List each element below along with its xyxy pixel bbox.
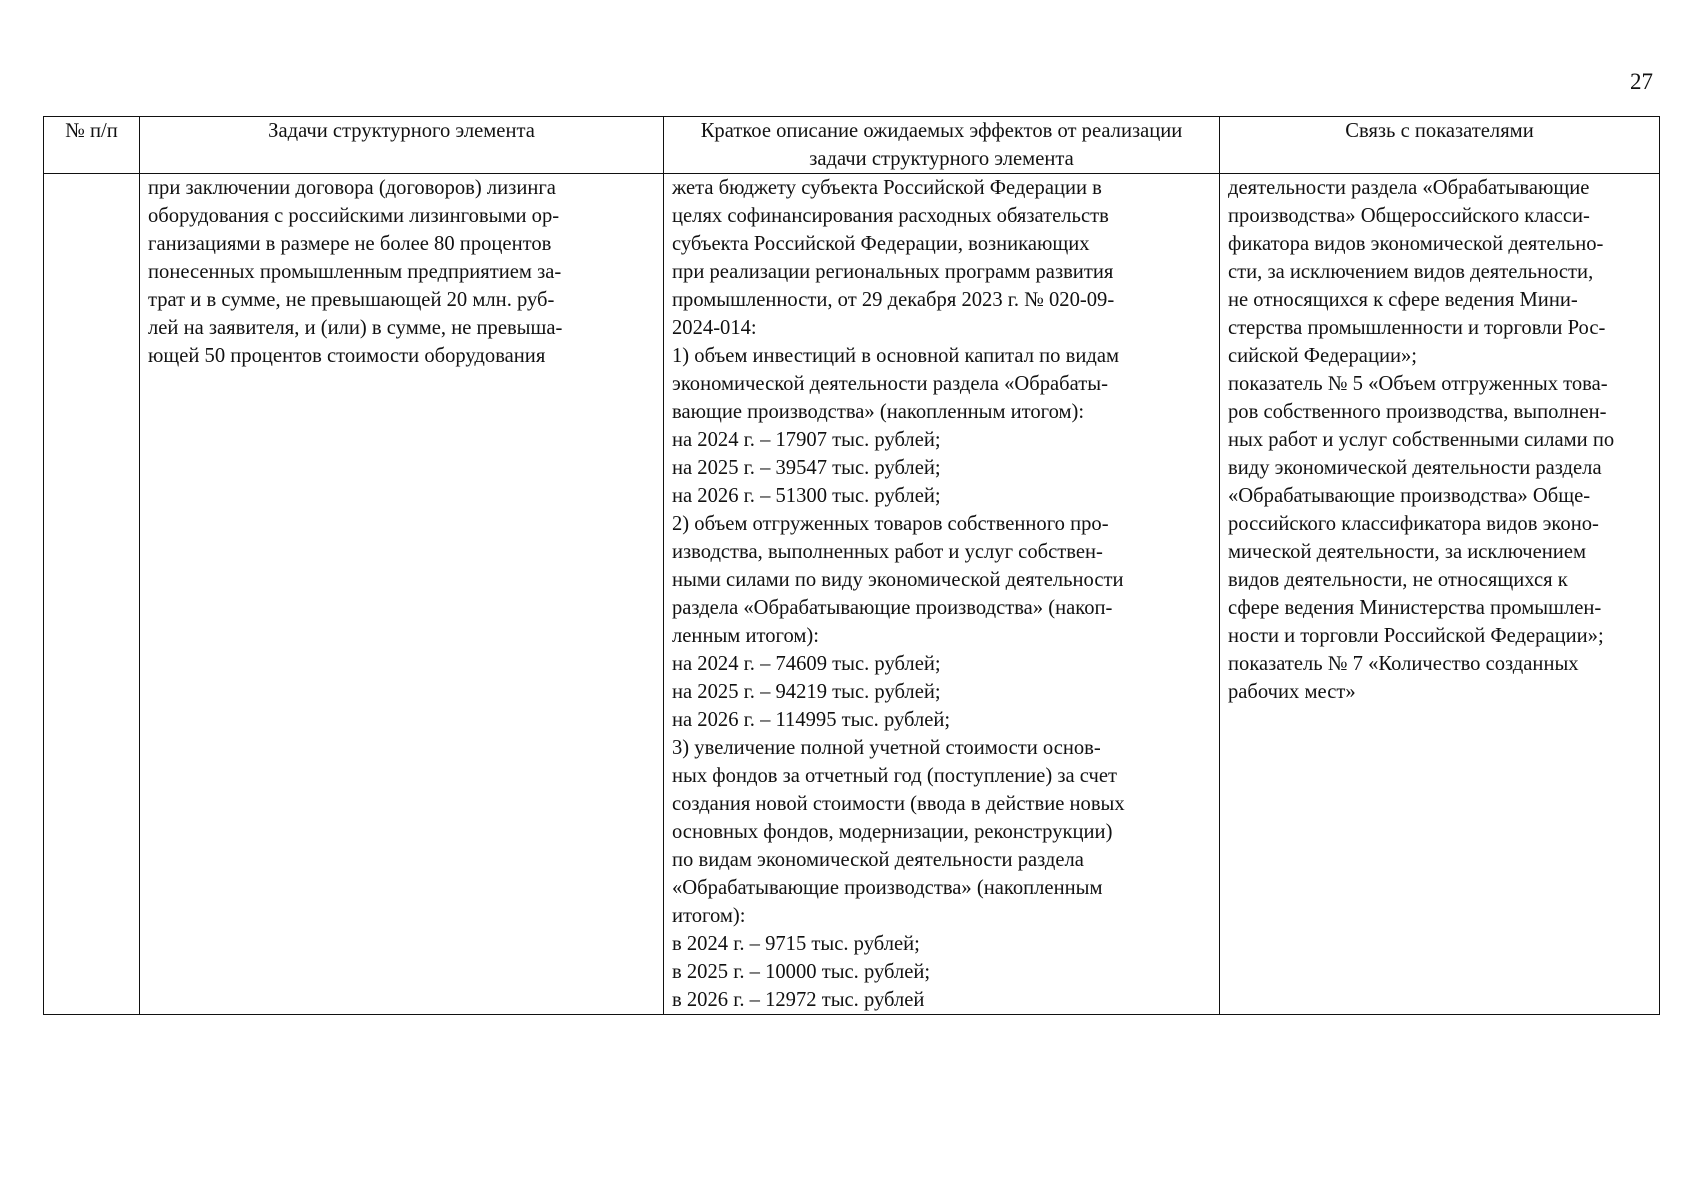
text-line: показатель № 5 «Объем отгруженных това- bbox=[1228, 373, 1608, 395]
table-row bbox=[44, 174, 1660, 1015]
text-line: показатель № 7 «Количество созданных bbox=[1228, 653, 1579, 675]
text-line: промышленности, от 29 декабря 2023 г. № 020-09- bbox=[672, 289, 1115, 311]
text-line: в 2024 г. – 9715 тыс. рублей; bbox=[672, 933, 920, 955]
text-line: ганизациями в размере не более 80 процентов bbox=[148, 233, 552, 255]
text-line: на 2026 г. – 51300 тыс. рублей; bbox=[672, 485, 941, 507]
links-text bbox=[1228, 174, 1653, 706]
text-line: сийской Федерации»; bbox=[1228, 345, 1418, 367]
header-effects: Краткое описание ожидаемых эффектов от реализации задачи структурного элемента bbox=[664, 117, 1220, 174]
text-line: экономической деятельности раздела «Обрабаты- bbox=[672, 373, 1108, 395]
text-line: лей на заявителя, и (или) в сумме, не превыша- bbox=[148, 317, 563, 339]
text-line: 2) объем отгруженных товаров собственного про- bbox=[672, 513, 1109, 535]
header-tasks: Задачи структурного элемента bbox=[140, 117, 664, 174]
text-line: итогом): bbox=[672, 905, 746, 927]
text-line: раздела «Обрабатывающие производства» (накоп- bbox=[672, 597, 1113, 619]
text-line: 2024-014: bbox=[672, 317, 757, 339]
text-line: субъекта Российской Федерации, возникающих bbox=[672, 233, 1090, 255]
text-line: деятельности раздела «Обрабатывающие bbox=[1228, 177, 1590, 199]
text-line: ющей 50 процентов стоимости оборудования bbox=[148, 345, 546, 367]
text-line: в 2026 г. – 12972 тыс. рублей bbox=[672, 989, 925, 1011]
text-line: создания новой стоимости (ввода в действие новых bbox=[672, 793, 1125, 815]
text-line: сфере ведения Министерства промышлен- bbox=[1228, 597, 1602, 619]
text-line: на 2025 г. – 39547 тыс. рублей; bbox=[672, 457, 941, 479]
text-line: видов деятельности, не относящихся к bbox=[1228, 569, 1568, 591]
text-line: 1) объем инвестиций в основной капитал по видам bbox=[672, 345, 1120, 367]
header-number: № п/п bbox=[44, 117, 140, 174]
text-line: стерства промышленности и торговли Рос- bbox=[1228, 317, 1606, 339]
page-number: 27 bbox=[1630, 69, 1653, 94]
text-line: ности и торговли Российской Федерации»; bbox=[1228, 625, 1604, 647]
text-line: «Обрабатывающие производства» (накопленным bbox=[672, 877, 1103, 899]
cell-number bbox=[44, 174, 140, 1015]
text-line: производства» Общероссийского класси- bbox=[1228, 205, 1590, 227]
text-line: по видам экономической деятельности раздела bbox=[672, 849, 1084, 871]
text-line: при реализации региональных программ развития bbox=[672, 261, 1114, 283]
text-line: ными силами по виду экономической деятельности bbox=[672, 569, 1124, 591]
header-links: Связь с показателями bbox=[1220, 117, 1660, 174]
text-line: рабочих мест» bbox=[1228, 681, 1356, 703]
text-line: на 2026 г. – 114995 тыс. рублей; bbox=[672, 709, 951, 731]
text-line: виду экономической деятельности раздела bbox=[1228, 457, 1602, 479]
cell-effects bbox=[664, 174, 1220, 1015]
text-line: сти, за исключением видов деятельности, bbox=[1228, 261, 1594, 283]
text-line: изводства, выполненных работ и услуг собствен- bbox=[672, 541, 1103, 563]
text-line: оборудования с российскими лизинговыми ор- bbox=[148, 205, 560, 227]
text-line: основных фондов, модернизации, реконструкции) bbox=[672, 821, 1113, 843]
text-line: ленным итогом): bbox=[672, 625, 819, 647]
text-line: «Обрабатывающие производства» Обще- bbox=[1228, 485, 1591, 507]
cell-links bbox=[1220, 174, 1660, 1015]
text-line: ных работ и услуг собственными силами по bbox=[1228, 429, 1615, 451]
text-line: 3) увеличение полной учетной стоимости основ- bbox=[672, 737, 1101, 759]
text-line: российского классификатора видов эконо- bbox=[1228, 513, 1599, 535]
text-line: на 2025 г. – 94219 тыс. рублей; bbox=[672, 681, 941, 703]
text-line: целях софинансирования расходных обязательств bbox=[672, 205, 1109, 227]
text-line: понесенных промышленным предприятием за- bbox=[148, 261, 562, 283]
text-line: не относящихся к сфере ведения Мини- bbox=[1228, 289, 1578, 311]
text-line: на 2024 г. – 17907 тыс. рублей; bbox=[672, 429, 941, 451]
text-line: ров собственного производства, выполнен- bbox=[1228, 401, 1607, 423]
text-line: на 2024 г. – 74609 тыс. рублей; bbox=[672, 653, 941, 675]
text-line: при заключении договора (договоров) лизинга bbox=[148, 177, 556, 199]
structural-element-table bbox=[43, 116, 1660, 1015]
tasks-text bbox=[148, 174, 657, 370]
text-line: трат и в сумме, не превышающей 20 млн. руб- bbox=[148, 289, 555, 311]
text-line: ных фондов за отчетный год (поступление) за счет bbox=[672, 765, 1117, 787]
cell-tasks bbox=[140, 174, 664, 1015]
text-line: в 2025 г. – 10000 тыс. рублей; bbox=[672, 961, 931, 983]
text-line: вающие производства» (накопленным итогом): bbox=[672, 401, 1085, 423]
effects-text bbox=[672, 174, 1213, 1014]
text-line: мической деятельности, за исключением bbox=[1228, 541, 1586, 563]
text-line: жета бюджету субъекта Российской Федерации в bbox=[672, 177, 1102, 199]
text-line: фикатора видов экономической деятельно- bbox=[1228, 233, 1604, 255]
table-header-row bbox=[44, 117, 1660, 174]
